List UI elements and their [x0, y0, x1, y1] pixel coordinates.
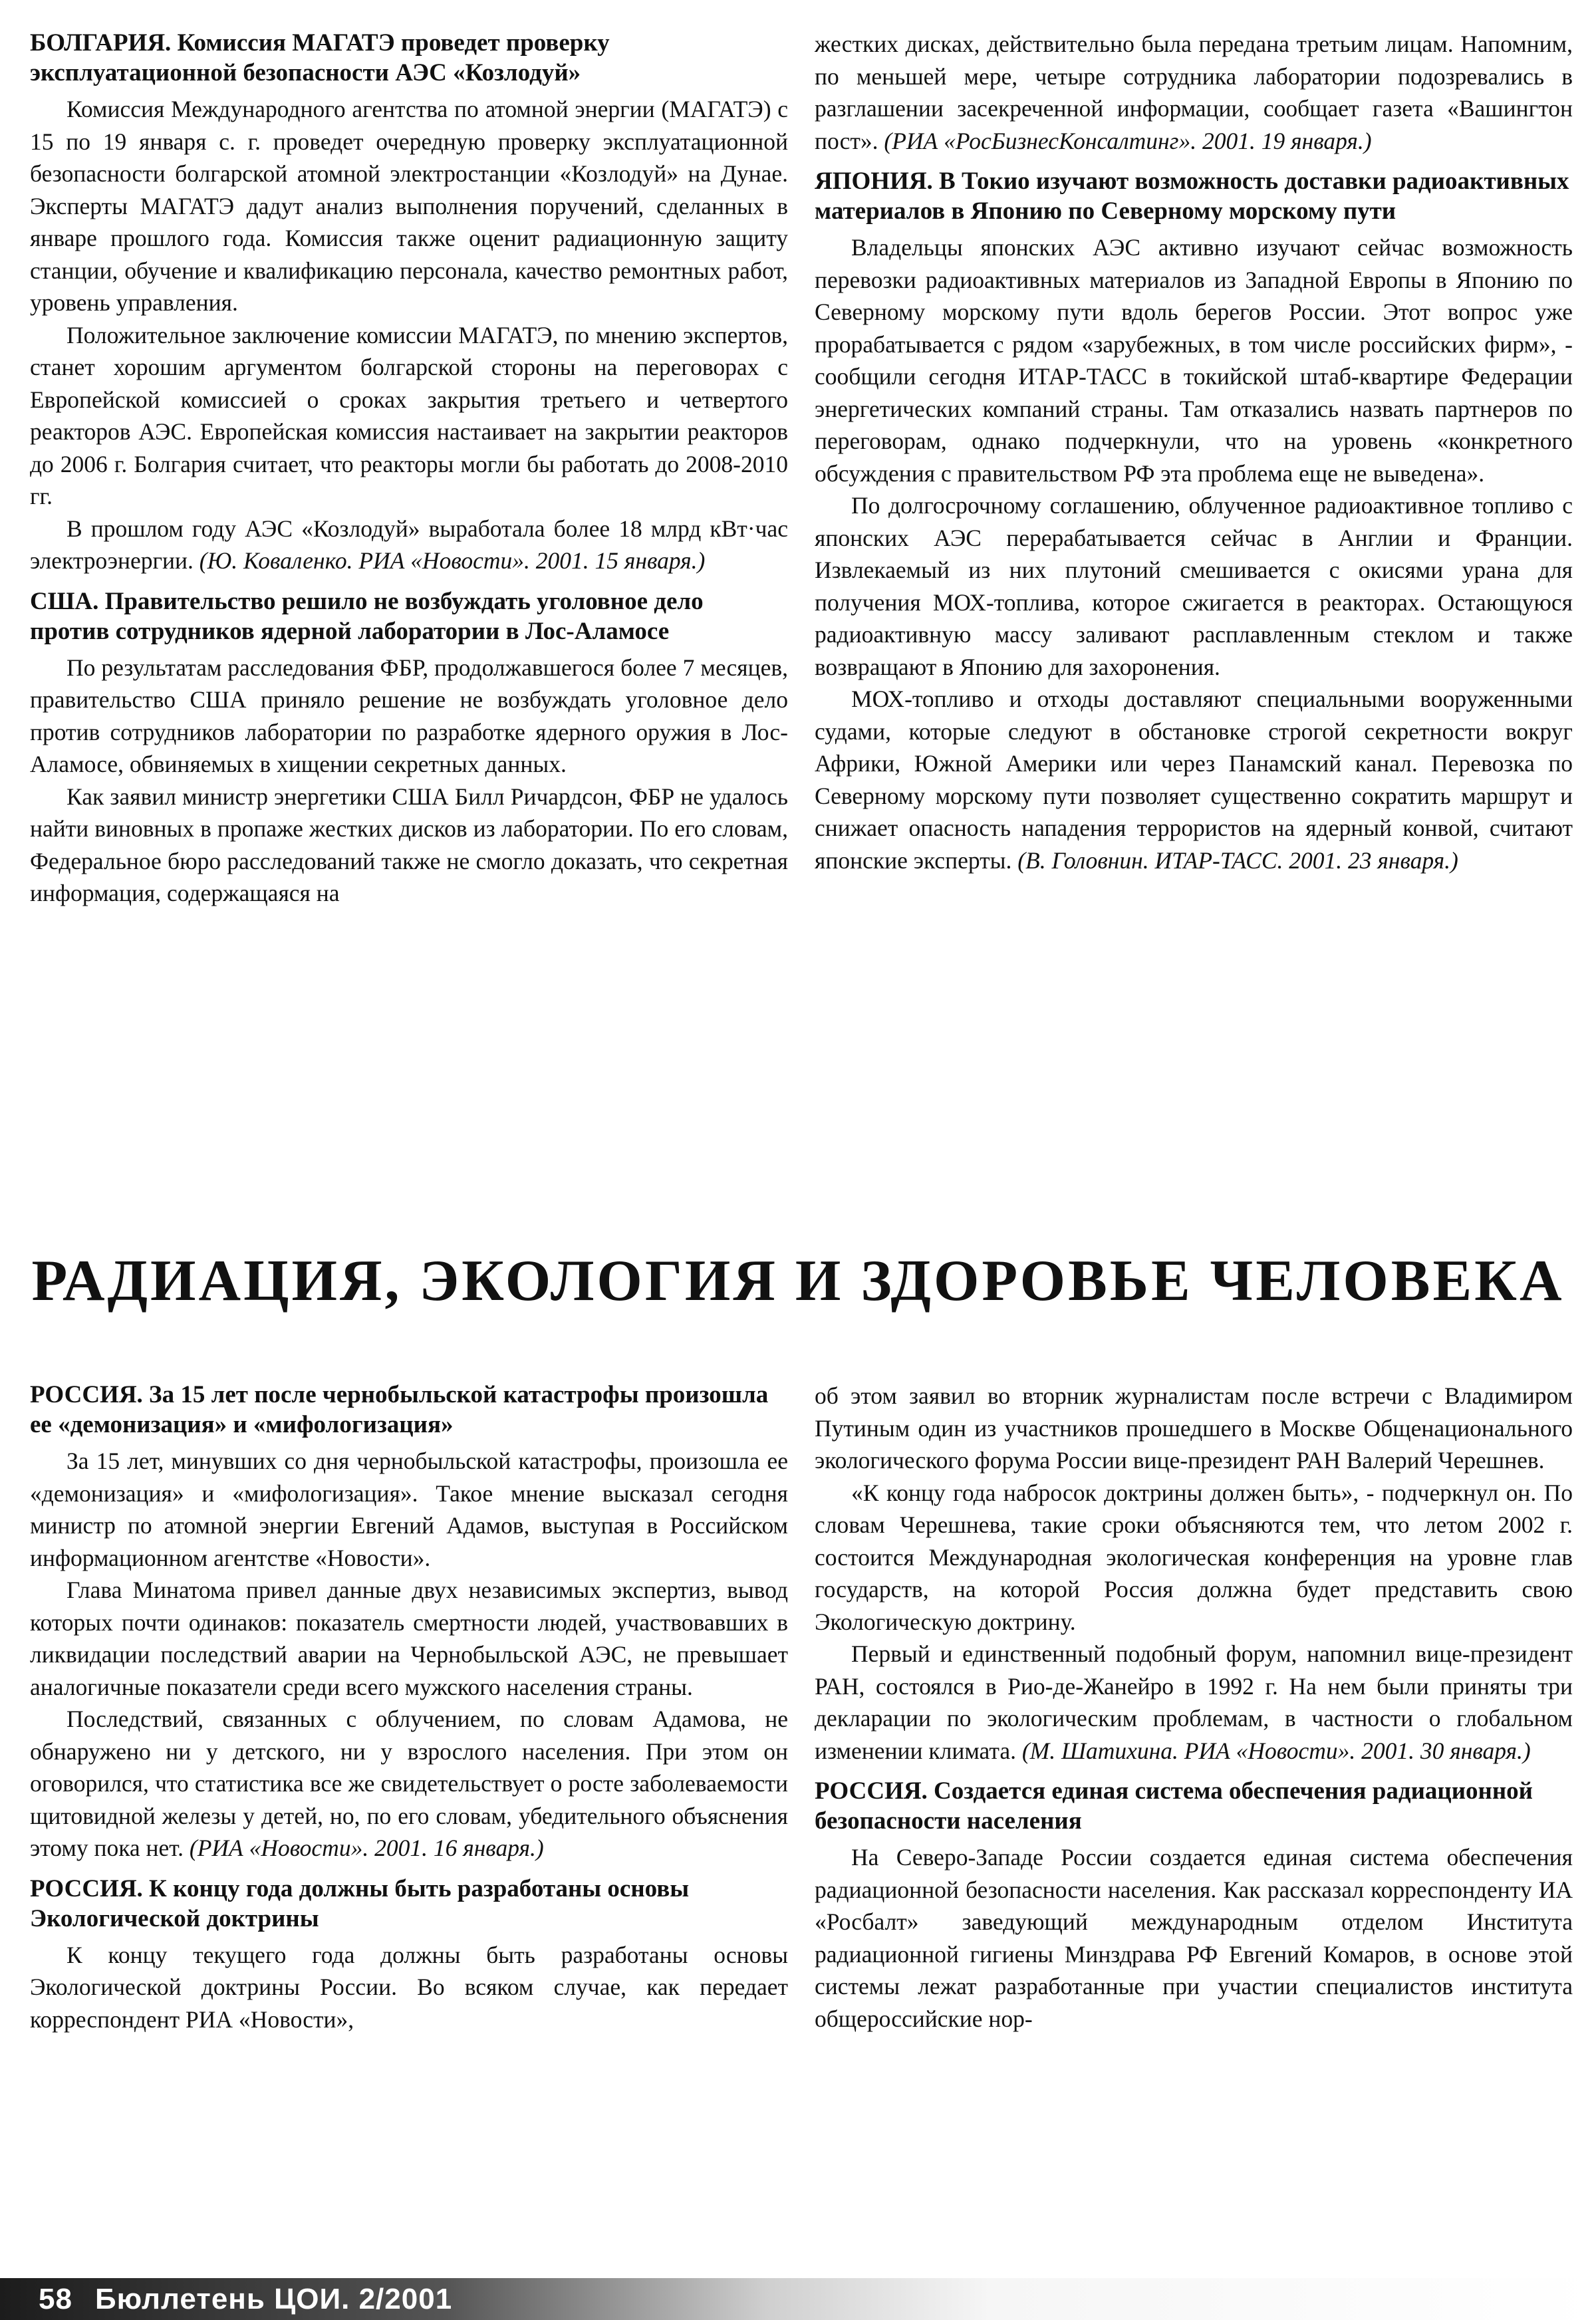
source-citation: (Ю. Коваленко. РИА «Новости». 2001. 15 января.) [199, 547, 706, 574]
column-bottom-left [30, 1380, 788, 2035]
source-citation: (М. Шатихина. РИА «Новости». 2001. 30 января.) [1021, 1737, 1531, 1764]
paragraph-continued: об этом заявил во вторник журналистам после встречи с Владимиром Путиным один из участников прошедшего в Москве Общенационального экологического форума России вице-президент РАН Валерий Черешнев. [815, 1382, 1573, 1474]
paragraph-continued [815, 28, 1573, 157]
column-top-left [30, 28, 788, 910]
footer [39, 2281, 475, 2318]
article-heading-japan: ЯПОНИЯ. В Токио изучают возможность доставки радиоактивных материалов в Японию по Северному морскому пути [815, 168, 1569, 225]
source-citation: (РИА «РосБизнесКонсалтинг». 2001. 19 января.) [884, 127, 1372, 154]
column-top-right [815, 28, 1573, 876]
page-number: 58 [39, 2283, 72, 2315]
publication-title: Бюллетень ЦОИ. 2/2001 [94, 2283, 453, 2315]
paragraph-text: МОХ-топливо и отходы доставляют специальными вооруженными судами, которые следуют в обстановке строгой секретности вокруг Африки, Южной Америки или через Панамский канал. Перевозка по Северному морскому пути позволяет существенно сократить маршрут и снижает опасность нападения террористов на ядерный конвой, считают японские эксперты. [815, 686, 1573, 874]
paragraph: Владельцы японских АЭС активно изучают сейчас возможность перевозки радиоактивных материалов из Западной Европы в Японию по Северному морскому пути вдоль берегов России. Этот вопрос уже прорабатывается с рядом «зарубежных, в том числе российских фирм», - сообщили сегодня ИТАР-ТАСС в токийской штаб-квартире Федерации энергетических компаний страны. Там отказались назвать партнеров по переговорам, однако подчеркнули, что на уровень «конкретного обсуждения с правительством РФ эта проблема еще не выведена». [815, 234, 1573, 487]
paragraph: К концу текущего года должны быть разработаны основы Экологической доктрины России. Во всяком случае, как передает корреспондент РИА «Новости», [30, 1941, 788, 2033]
paragraph [30, 513, 788, 577]
paragraph [815, 1638, 1573, 1767]
paragraph-text: жестких дисках, действительно была передана третьим лицам. Напомним, по меньшей мере, четыре сотрудника лаборатории подозревались в разглашении засекреченной информации, сообщает газета «Вашингтон пост». [815, 31, 1573, 154]
paragraph [30, 1703, 788, 1865]
paragraph-text: Первый и единственный подобный форум, напомнил вице-президент РАН, состоялся в Рио-де-Жанейро в 1992 г. На нем были приняты три декларации по экологическим проблемам, в частности о глобальном изменении климата. [815, 1640, 1573, 1764]
paragraph: По результатам расследования ФБР, продолжавшегося более 7 месяцев, правительство США приняло решение не возбуждать уголовное дело против сотрудников лаборатории по разработке ядерного оружия в Лос-Аламосе, обвиняемых в хищении секретных данных. [30, 654, 788, 777]
paragraph: За 15 лет, минувших со дня чернобыльской катастрофы, произошла ее «демонизация» и «мифологизация». Такое мнение высказал сегодня министр по атомной энергии Евгений Адамов, выступая в Российском информационном агентстве «Новости». [30, 1448, 788, 1571]
paragraph [815, 683, 1573, 876]
paragraph: Как заявил министр энергетики США Билл Ричардсон, ФБР не удалось найти виновных в пропаже жестких дисков из лаборатории. По его словам, Федеральное бюро расследований также не смогло доказать, что секретная информация, содержащаяся на [30, 783, 788, 906]
section-title: РАДИАЦИЯ, ЭКОЛОГИЯ И ЗДОРОВЬЕ ЧЕЛОВЕКА [31, 1249, 1565, 1313]
paragraph: На Северо-Западе России создается единая система обеспечения радиационной безопасности населения. Как рассказал корреспонденту ИА «Росбалт» заведующий международным отделом Института радиационной гигиены Минздрава РФ Евгений Комаров, в основе этой системы лежат разработанные при участии специалистов института общероссийские нор- [815, 1844, 1573, 2032]
article-heading-russia-radiation-safety: РОССИЯ. Создается единая система обеспечения радиационной безопасности населения [815, 1777, 1533, 1835]
source-citation: (РИА «Новости». 2001. 16 января.) [189, 1835, 544, 1861]
source-citation: (В. Головнин. ИТАР-ТАСС. 2001. 23 января.) [1017, 846, 1458, 874]
article-heading-usa: США. Правительство решило не возбуждать уголовное дело против сотрудников ядерной лаборатории в Лос-Аламосе [30, 587, 704, 645]
paragraph: Глава Минатома привел данные двух независимых экспертиз, вывод которых почти одинаков: показатель смертности людей, участвовавших в ликвидации последствий аварии на Чернобыльской АЭС, не превышает аналогичные показатели среди всего мужского населения страны. [30, 1577, 788, 1700]
article-heading-russia-chernobyl: РОССИЯ. За 15 лет после чернобыльской катастрофы произошла ее «демонизация» и «мифологизация» [30, 1381, 769, 1438]
paragraph-text: Последствий, связанных с облучением, по словам Адамова, не обнаружено ни у детского, ни у взрослого населения. При этом он оговорился, что статистика все же свидетельствует о росте заболеваемости щитовидной железы у детей, но, по его словам, убедительного объяснения этому пока нет. [30, 1706, 788, 1861]
paragraph: «К концу года набросок доктрины должен быть», - подчеркнул он. По словам Черешнева, такие сроки объясняются тем, что летом 2002 г. состоится Международная экологическая конференция на уровне глав государств, на которой Россия должна будет представить свою Экологическую доктрину. [815, 1479, 1573, 1635]
paragraph-text: В прошлом году АЭС «Козлодуй» выработала более 18 млрд кВт·час электроэнергии. [30, 515, 788, 574]
paragraph: По долгосрочному соглашению, облученное радиоактивное топливо с японских АЭС перерабатывается сейчас в Англии и Франции. Извлекаемый из них плутоний смешивается с окисями урана для получения МОХ-топлива, которое сжигается в реакторах. Остающуюся радиоактивную массу заливают расплавленным стеклом и также возвращают в Японию для захоронения. [815, 492, 1573, 680]
article-heading-bulgaria: БОЛГАРИЯ. Комиссия МАГАТЭ проведет проверку эксплуатационной безопасности АЭС «Козлодуй» [30, 29, 610, 86]
paragraph: Положительное заключение комиссии МАГАТЭ, по мнению экспертов, станет хорошим аргументом болгарской стороны на переговорах с Европейской комиссией о сроках закрытия третьего и четвертого реакторов АЭС. Европейская комиссия настаивает на закрытии реакторов до 2006 г. Болгария считает, что реакторы могли бы работать до 2008-2010 гг. [30, 321, 788, 509]
column-bottom-right [815, 1380, 1573, 2035]
paragraph: Комиссия Международного агентства по атомной энергии (МАГАТЭ) с 15 по 19 января с. г. проведет очередную проверку эксплуатационной безопасности болгарской атомной электростанции «Козлодуй» на Дунае. Эксперты МАГАТЭ дадут анализ выполнения поручений, сделанных в январе прошлого года. Комиссия также оценит радиационную защиту станции, обучение и квалификацию персонала, качество ремонтных работ, уровень управления. [30, 96, 788, 316]
article-heading-russia-doctrine: РОССИЯ. К концу года должны быть разработаны основы Экологической доктрины [30, 1874, 690, 1932]
